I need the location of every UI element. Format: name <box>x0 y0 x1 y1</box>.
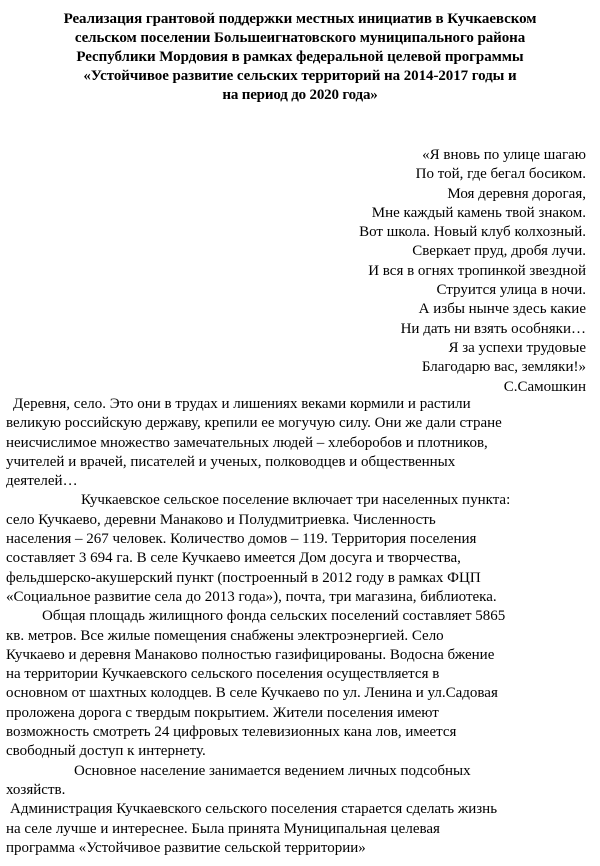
paragraph-line: неисчислимое множество замечательных людей – хлеборобов и плотников, <box>6 434 488 451</box>
paragraph-line: Кучкаево и деревня Манаково полностью газифицированы. Водосна бжение <box>6 646 495 663</box>
paragraph-line: «Социальное развитие села до 2013 года»), почта, три магазина, библиотека. <box>6 588 497 605</box>
epigraph-poem <box>359 146 586 397</box>
paragraph-line: великую российскую державу, крепили ее могучую силу. Они же дали стране <box>6 415 502 432</box>
poem-line: «Я вновь по улице шагаю <box>422 147 586 163</box>
poem-author: С.Самошкин <box>503 378 586 395</box>
paragraph-line: программа «Устойчивое развитие сельской территории» <box>6 839 366 856</box>
title-line: сельском поселении Большеигнатовского муниципального района <box>74 30 526 46</box>
poem-line: А избы нынче здесь какие <box>418 301 586 318</box>
poem-line: Моя деревня дорогая, <box>447 185 586 202</box>
paragraph-line: кв. метров. Все жилые помещения снабжены электроэнергией. Село <box>6 627 444 644</box>
paragraph-line: Деревня, село. Это они в трудах и лишениях веками кормили и растили <box>13 396 471 412</box>
paragraph-line: Общая площадь жилищного фонда сельских поселений составляет 5865 <box>42 608 506 625</box>
poem-line: Вот школа. Новый клуб колхозный. <box>359 224 586 241</box>
document-body <box>6 395 594 858</box>
paragraph-line: свободный доступ к интернету. <box>6 743 206 760</box>
poem-line: Мне каждый камень твой знаком. <box>371 204 586 221</box>
poem-line: Струится улица в ночи. <box>436 282 586 299</box>
title-line: Реализация грантовой поддержки местных инициатив в Кучкаевском <box>63 11 537 27</box>
paragraph-line: фельдшерско-акушерский пункт (построенный в 2012 году в рамках ФЦП <box>6 569 481 586</box>
paragraph-line: населения – 267 человек. Количество домов – 119. Территория поселения <box>6 531 477 548</box>
paragraph-line: основном от шахтных колодцев. В селе Кучкаево по ул. Ленина и ул.Садовая <box>6 685 498 702</box>
title-line: на период до 2020 года» <box>222 87 378 103</box>
paragraph-line: на селе лучше и интереснее. Была принята Муниципальная целевая <box>6 820 440 837</box>
paragraph-line: Кучкаевское сельское поселение включает три населенных пункта: <box>81 492 511 509</box>
paragraph-line: Администрация Кучкаевского сельского поселения старается сделать жизнь <box>10 801 498 818</box>
title-line: Республики Мордовия в рамках федеральной целевой программы <box>76 49 524 65</box>
poem-line: Благодарю вас, земляки!» <box>421 359 586 376</box>
poem-line: Ни дать ни взять особняки… <box>400 320 586 337</box>
document-title <box>0 10 600 105</box>
paragraph-line: Основное население занимается ведением личных подсобных <box>74 762 471 779</box>
paragraph-line: проложена дорога с твердым покрытием. Жители поселения имеют <box>6 704 439 721</box>
poem-line: Сверкает пруд, дробя лучи. <box>412 243 586 260</box>
paragraph-line: село Кучкаево, деревни Манаково и Полудмитриевка. Численность <box>6 511 436 528</box>
title-line: «Устойчивое развитие сельских территорий на 2014-2017 годы и <box>83 68 517 84</box>
paragraph-line: составляет 3 694 га. В селе Кучкаево имеется Дом досуга и творчества, <box>6 550 461 567</box>
poem-line: Я за успехи трудовые <box>448 339 586 356</box>
poem-line: И вся в огнях тропинкой звездной <box>368 262 586 279</box>
paragraph-line: хозяйств. <box>6 781 66 798</box>
poem-line: По той, где бегал босиком. <box>415 166 586 183</box>
paragraph-line: возможность смотреть 24 цифровых телевизионных кана лов, имеется <box>6 724 457 741</box>
paragraph-line: деятелей… <box>6 473 78 490</box>
paragraph-line: учителей и врачей, писателей и ученых, полководцев и общественных <box>6 453 456 470</box>
paragraph-line: на территории Кучкаевского сельского поселения осуществляется в <box>6 666 440 683</box>
